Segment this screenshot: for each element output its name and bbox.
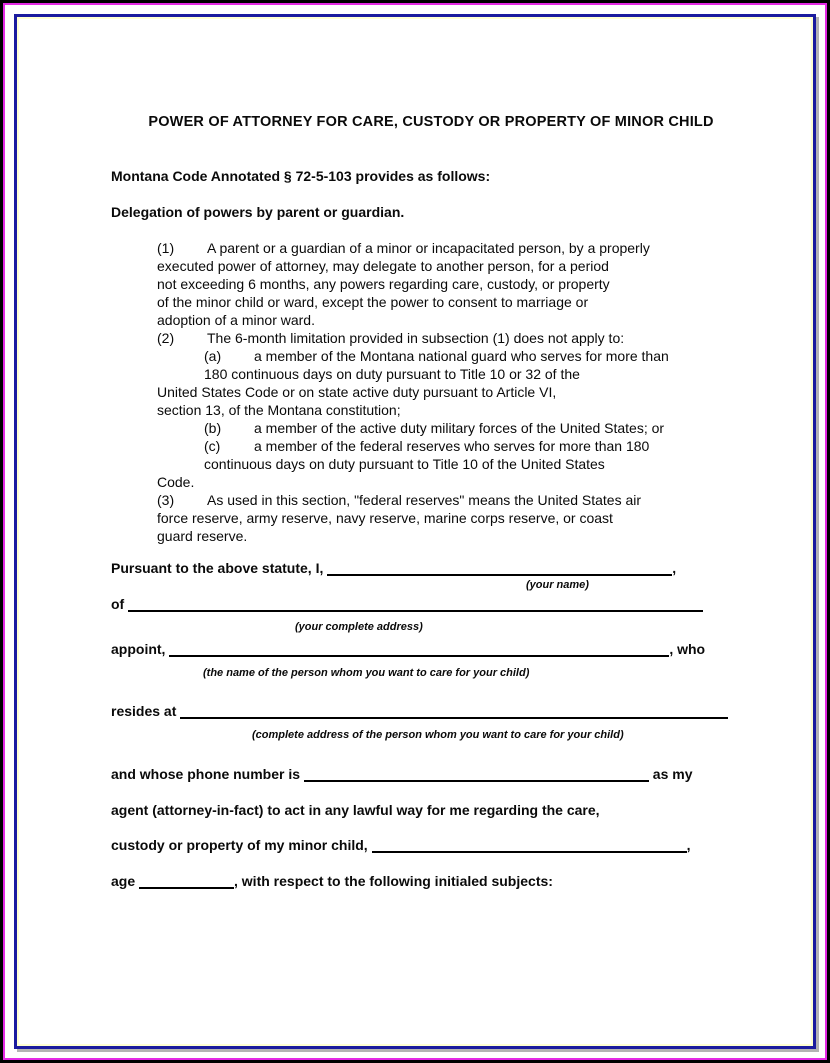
form-text: , who (669, 641, 706, 657)
hint-row (111, 727, 751, 741)
statute-line-text: force reserve, army reserve, navy reserve, marine corps reserve, or coast (157, 510, 613, 526)
hint-row (111, 577, 751, 591)
document-title: POWER OF ATTORNEY FOR CARE, CUSTODY OR PROPERTY OF MINOR CHILD (148, 114, 714, 130)
appoint-line (111, 640, 751, 658)
statute-item-number: (3) (157, 492, 175, 508)
statute-line (111, 239, 751, 257)
statute-line-text: A parent or a guardian of a minor or incapacitated person, by a properly (207, 240, 650, 256)
statute-line-text: not exceeding 6 months, any powers regarding care, custody, or property (157, 276, 610, 292)
form-text: resides at (111, 703, 181, 719)
document-panel (14, 14, 816, 1049)
statute-line-text: 180 continuous days on duty pursuant to Title 10 or 32 of the (204, 366, 580, 382)
form-text: , with respect to the following initialed subjects: (234, 873, 553, 889)
statute-line (111, 455, 751, 473)
statute-line-text: executed power of attorney, may delegate to another person, for a period (157, 258, 609, 274)
statute-item-number: (b) (204, 420, 222, 436)
agent-name-hint: (the name of the person whom you want to care for your child) (203, 667, 530, 679)
statute-line (111, 347, 751, 365)
form-text: age (111, 873, 140, 889)
statute-line (111, 509, 751, 527)
form-text: , (672, 560, 677, 576)
statute-item-number: (a) (204, 348, 222, 364)
statute-line (111, 437, 751, 455)
statute-line (111, 473, 751, 491)
statute-line (111, 491, 751, 509)
child-age-blank[interactable] (139, 873, 234, 889)
statute-line-text: As used in this section, "federal reserves" means the United States air (207, 492, 642, 508)
statute-item-number: (2) (157, 330, 175, 346)
your-name-blank[interactable] (327, 560, 672, 576)
form-text: and whose phone number is (111, 766, 304, 782)
form-text: appoint, (111, 641, 170, 657)
statute-item-number: (c) (204, 438, 221, 454)
agent-line (111, 801, 751, 819)
fill-in-section (111, 559, 751, 890)
statute-line (111, 419, 751, 437)
statute-line-text: continuous days on duty pursuant to Title 10 of the United States (204, 456, 605, 472)
agent-phone-blank[interactable] (304, 766, 649, 782)
statute-heading: Montana Code Annotated § 72-5-103 provides as follows: (111, 168, 491, 184)
statute-line-text: section 13, of the Montana constitution; (157, 402, 401, 418)
agent-address-hint: (complete address of the person whom you want to care for your child) (252, 729, 624, 741)
statute-line-text: adoption of a minor ward. (157, 312, 315, 328)
statute-line (111, 275, 751, 293)
hint-row (111, 665, 751, 679)
your-name-hint: (your name) (526, 579, 589, 591)
statute-line-text: a member of the federal reserves who serves for more than 180 (254, 438, 650, 454)
child-name-blank[interactable] (372, 837, 687, 853)
statute-line (111, 293, 751, 311)
statute-line-text: a member of the Montana national guard who serves for more than (254, 348, 669, 364)
your-address-hint: (your complete address) (295, 621, 423, 633)
age-line (111, 872, 751, 890)
document-page (17, 17, 813, 1046)
statute-body (111, 239, 751, 545)
statute-line-text: a member of the active duty military forces of the United States; or (254, 420, 665, 436)
custody-line (111, 836, 751, 854)
statute-line (111, 329, 751, 347)
form-text: agent (attorney-in-fact) to act in any lawful way for me regarding the care, (111, 802, 600, 818)
statute-line (111, 401, 751, 419)
pursuant-line (111, 559, 751, 577)
hint-row (111, 619, 751, 633)
agent-address-blank[interactable] (180, 703, 728, 719)
statute-line (111, 311, 751, 329)
form-text: , (686, 837, 691, 853)
your-address-blank[interactable] (128, 596, 703, 612)
statute-line (111, 365, 751, 383)
agent-name-blank[interactable] (169, 641, 669, 657)
statute-item-number: (1) (157, 240, 175, 256)
form-text: as my (648, 766, 693, 782)
magenta-border-line (3, 3, 827, 1060)
statute-line-text: United States Code or on state active duty pursuant to Article VI, (157, 384, 557, 400)
statute-line (111, 527, 751, 545)
statute-line-text: The 6-month limitation provided in subsection (1) does not apply to: (207, 330, 625, 346)
form-text: Pursuant to the above statute, I, (111, 560, 328, 576)
form-text: of (111, 596, 129, 612)
statute-line (111, 257, 751, 275)
resides-line (111, 702, 751, 720)
statute-line-text: of the minor child or ward, except the power to consent to marriage or (157, 294, 589, 310)
address-line (111, 595, 751, 613)
statute-line-text: guard reserve. (157, 528, 248, 544)
delegation-heading: Delegation of powers by parent or guardian. (111, 204, 405, 220)
phone-line (111, 765, 751, 783)
form-text: custody or property of my minor child, (111, 837, 372, 853)
statute-line (111, 383, 751, 401)
statute-line-text: Code. (157, 474, 195, 490)
